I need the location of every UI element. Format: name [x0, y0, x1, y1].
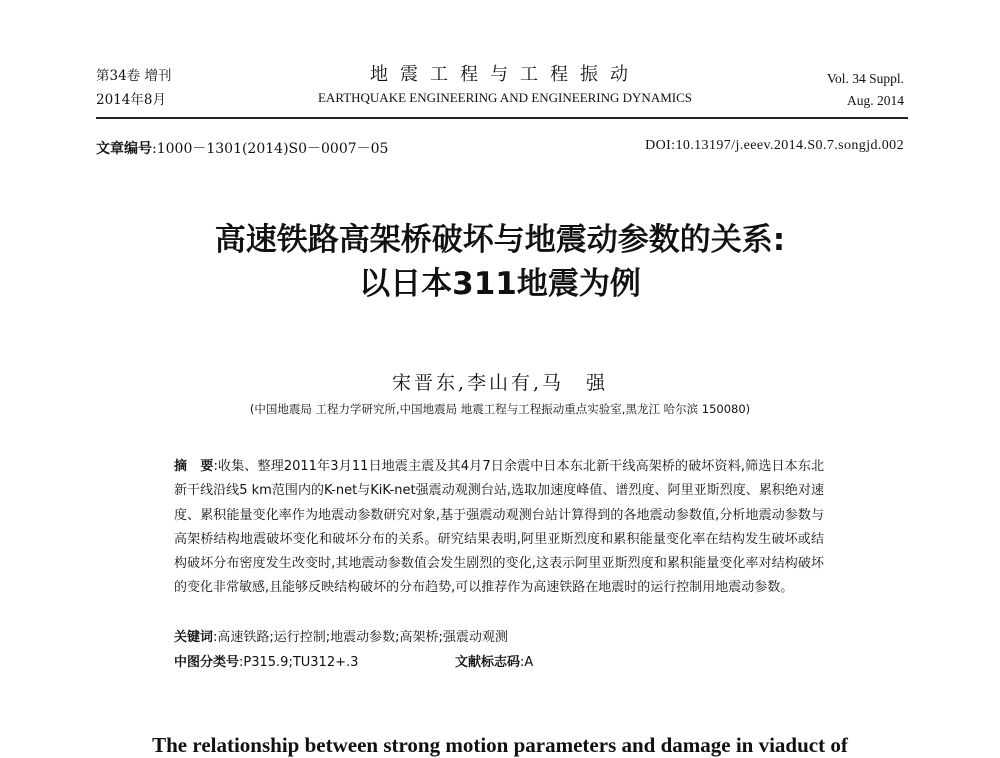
document-code-text: :A	[520, 655, 534, 670]
journal-title-cn: 地震工程与工程振动	[370, 64, 640, 85]
volume-en: Vol. 34 Suppl.	[826, 71, 904, 86]
paper-title-line2: 以日本311地震为例	[359, 266, 641, 302]
classification-text: :P315.9;TU312+.3	[239, 655, 359, 670]
journal-header	[265, 62, 745, 108]
abstract-text: :收集、整理2011年3月11日地震主震及其4月7日余震中日本东北新干线高架桥的破坏资料,筛选日本东北新干线沿线5 km范围内的K-net与KiK-net强震动观测台站,选取加速度峰值、谱烈度、阿里亚斯烈度、累积绝对速度、累积能量变化率作为地震动参数研究对象,基于强震动观测台站计算得到的各地震动参数值,分析地震动参数与高架桥结构地震破坏变化和破坏分布的关系。研究结果表明,阿里亚斯烈度和累积能量变化率在结构发生破坏或结构破坏分布密度发生改变时,其地震动参数值会发生剧烈的变化,这表示阿里亚斯烈度和累积能量变化率对结构破坏的变化非常敏感,且能够反映结构破坏的分布趋势,可以推荐作为高速铁路在地震时的运行控制用地震动参数。	[174, 459, 824, 596]
header-left	[96, 64, 171, 112]
header-divider	[96, 117, 908, 119]
document-code-label: 文献标志码	[455, 655, 521, 670]
keywords-label: 关键词	[174, 630, 214, 645]
doi: DOI:10.13197/j.eeev.2014.S0.7.songjd.002	[645, 138, 904, 153]
keywords-text: :高速铁路;运行控制;地震动参数;高架桥;强震动观测	[213, 630, 508, 645]
classification-number	[174, 651, 358, 670]
affiliation: (中国地震局 工程力学研究所,中国地震局 地震工程与工程振动重点实验室,黑龙江 哈尔滨 150080)	[249, 402, 751, 416]
abstract	[174, 455, 824, 601]
document-code	[455, 651, 533, 670]
english-title: The relationship between strong motion parameters and damage in viaduct of	[152, 733, 848, 757]
date-en: Aug. 2014	[847, 93, 904, 108]
authors: 宋晋东,李山有,马 强	[391, 372, 609, 394]
volume-cn: 第34卷 增刊	[96, 68, 172, 84]
date-cn: 2014年8月	[96, 92, 166, 108]
header-right	[827, 68, 904, 112]
article-number	[96, 138, 388, 158]
article-number-value: :1000－1301(2014)S0－0007－05	[152, 141, 389, 157]
abstract-label: 摘 要	[174, 459, 214, 474]
paper-title-line1: 高速铁路高架桥破坏与地震动参数的关系:	[214, 222, 786, 258]
journal-title-en: EARTHQUAKE ENGINEERING AND ENGINEERING DYNAMICS	[317, 90, 693, 105]
classification-label: 中图分类号	[174, 655, 240, 670]
keywords	[174, 626, 508, 645]
article-number-label: 文章编号	[96, 141, 152, 157]
